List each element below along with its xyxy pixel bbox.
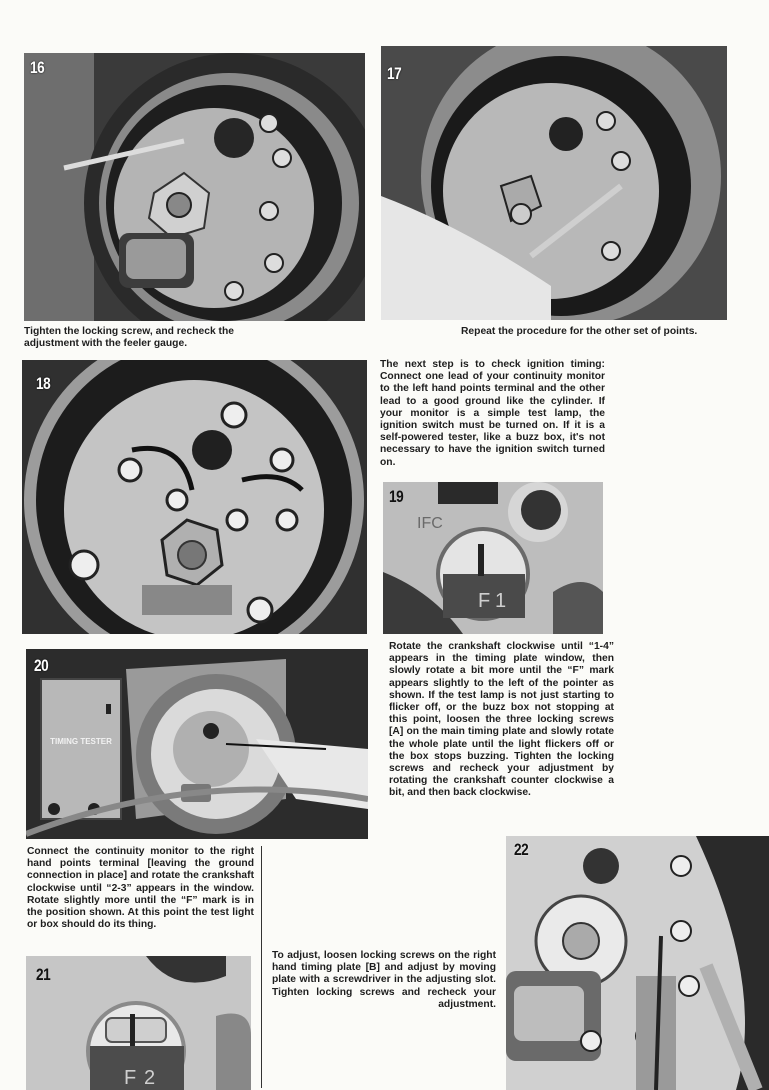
engraved-text-IFC: IFC bbox=[417, 515, 443, 532]
photo-figure-16 bbox=[24, 53, 365, 321]
timing-mark-F: F bbox=[478, 590, 491, 612]
photo-figure-20 bbox=[26, 649, 368, 839]
caption-figure-19: Rotate the crankshaft clockwise until “1-4” appears in the timing plate window, then slowly rotate a bit more until the “F” mark appears slightly to the left of the pointer as shown. If the test lamp is not just starting to flicker off, or the buzz box not stopping at this point, loosen the three locking screws [A] on the main timing plate and slowly rotate the whole plate until the light flickers off or the box stops buzzing. Tighten the locking screws and recheck your adjustment by rotating the crankshaft counter clockwise a bit, and then back clockwise. bbox=[389, 641, 614, 799]
timing-mark-1: 1 bbox=[495, 590, 507, 612]
timing-window-illustration bbox=[383, 482, 603, 634]
points-plate-illustration bbox=[381, 46, 727, 320]
figure-number: 20 bbox=[34, 656, 49, 675]
points-plate-illustration bbox=[22, 360, 367, 634]
photo-figure-18 bbox=[22, 360, 367, 634]
photo-figure-17 bbox=[381, 46, 727, 320]
figure-number: 17 bbox=[387, 64, 402, 83]
timing-window-illustration bbox=[26, 956, 251, 1090]
timing-tester-illustration bbox=[26, 649, 368, 839]
caption-figure-20: Connect the continuity monitor to the right hand points terminal [leaving the ground connection in place] and rotate the crankshaft clockwise until “2-3” appears in the window. Rotate slightly more until the “F” mark is in the position shown. At this point the test light or box should do its thing. bbox=[27, 846, 254, 931]
figure-number: 21 bbox=[36, 965, 51, 984]
points-plate-illustration bbox=[24, 53, 365, 321]
photo-figure-21 bbox=[26, 956, 251, 1090]
timing-mark-F: F bbox=[124, 1067, 137, 1089]
photo-figure-19 bbox=[383, 482, 603, 634]
caption-figure-16: Tighten the locking screw, and recheck the adjustment with the feeler gauge. bbox=[24, 326, 235, 350]
figure-number: 16 bbox=[30, 58, 45, 77]
caption-figure-22: To adjust, loosen locking screws on the right hand timing plate [B] and adjust by moving plate with a screwdriver in the adjusting slot. Tighten locking screws and recheck your adjustment. bbox=[272, 950, 496, 1010]
photo-figure-22 bbox=[506, 836, 769, 1090]
tester-label: TIMING TESTER bbox=[50, 737, 112, 746]
column-divider bbox=[261, 846, 262, 1088]
figure-number: 18 bbox=[36, 374, 51, 393]
caption-figure-18: The next step is to check ignition timing: Connect one lead of your continuity monitor to the left hand points terminal and the other lead to a good ground like the cylinder. If your monitor is a simple test lamp, the ignition switch must be turned on. If it is a self-powered tester, like a buzz box, it's not necessary to have the ignition switch turned on. bbox=[380, 359, 605, 468]
figure-number: 19 bbox=[389, 487, 404, 506]
timing-plate-illustration bbox=[506, 836, 769, 1090]
figure-number: 22 bbox=[514, 840, 529, 859]
caption-figure-17: Repeat the procedure for the other set of points. bbox=[461, 326, 698, 337]
timing-mark-2: 2 bbox=[144, 1067, 156, 1089]
